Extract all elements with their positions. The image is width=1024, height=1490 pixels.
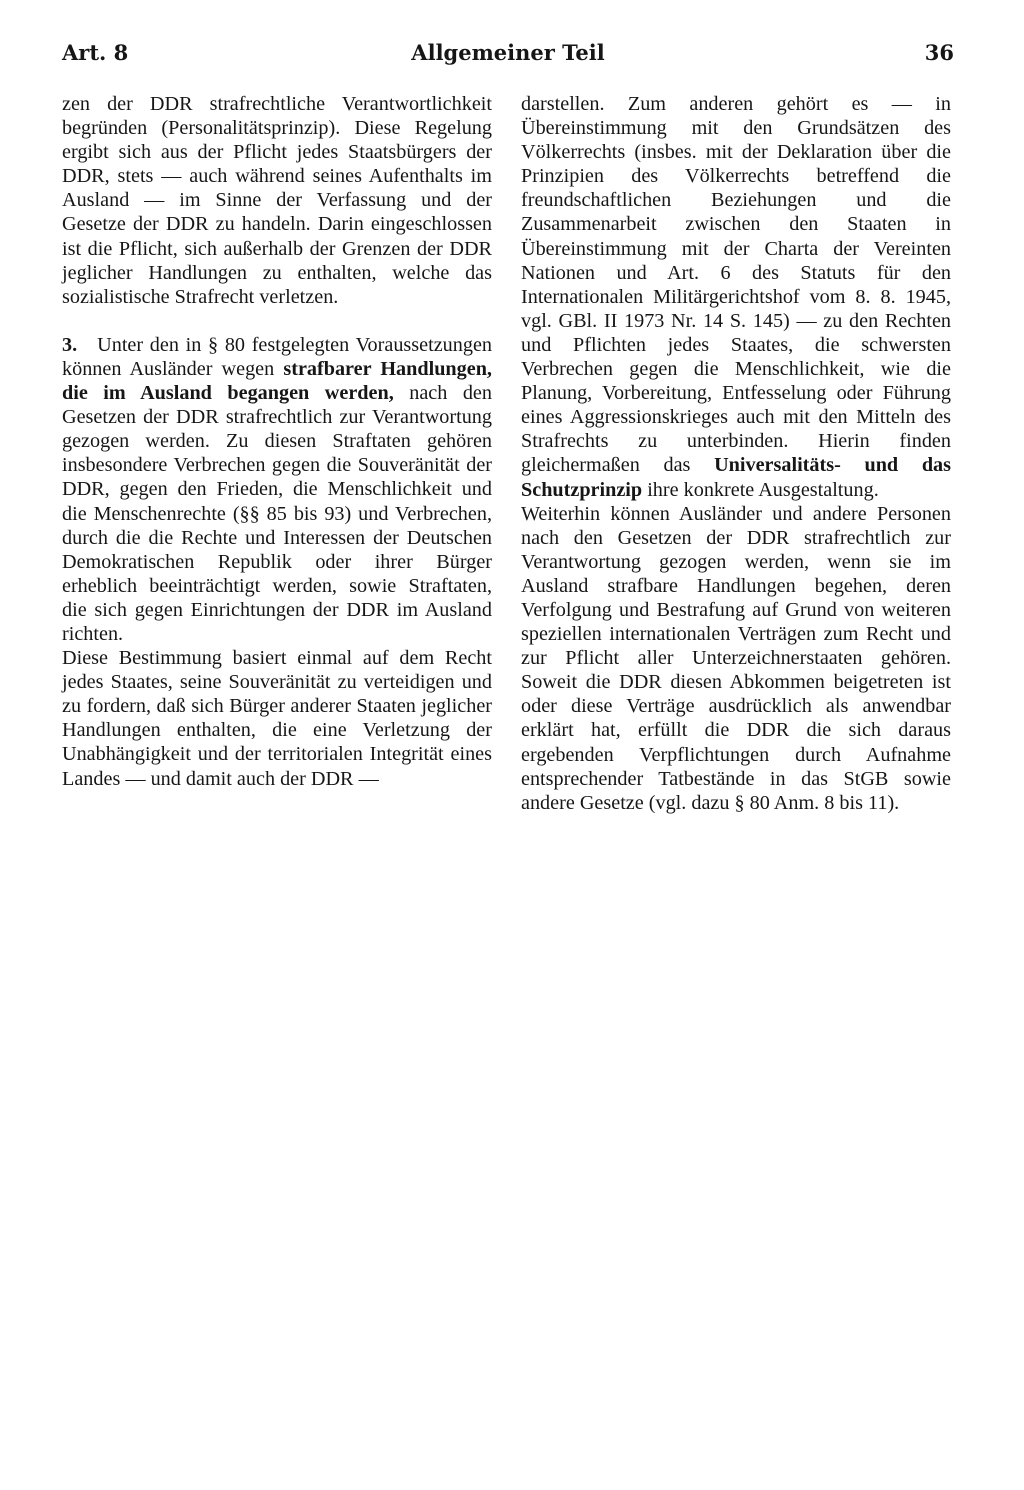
page-number: 36 xyxy=(924,40,954,65)
left-column xyxy=(62,92,492,791)
bold-term: strafbarer Handlungen, die im Ausland begangen werden, xyxy=(62,357,492,405)
page-header xyxy=(62,40,954,80)
paragraph-personality-principle: zen der DDR strafrechtliche Verantwortlichkeit begründen (Personalitätsprinzip). Diese Regelung ergibt sich aus der Pflicht jedes Staatsbürgers der DDR, stets — auch während seines Aufenthalts im Ausland — im Sinne der Verfassung und der Gesetze der DDR zu handeln. Darin eingeschlossen ist die Pflicht, sich außerhalb der Grenzen der DDR jeglicher Handlungen zu enthalten, welche das sozialistische Strafrecht verletzen. xyxy=(62,93,492,308)
paragraph-text: nach den Gesetzen der DDR strafrechtlich zur Verantwortung gezogen werden. Zu diesen Straftaten gehören insbesondere Verbrechen gegen die Souveränität der DDR, gegen den Frieden, die Menschlichkeit und die Menschenrechte (§§ 85 bis 93) und Verbrechen, durch die die Rechte und Interessen der Deutschen Demokratischen Republik oder ihrer Bürger erheblich beeinträchtigt werden, sowie Straftaten, die sich gegen Einrichtungen der DDR im Ausland richten. xyxy=(62,382,492,645)
paragraph-international-treaties: Weiterhin können Ausländer und andere Personen nach den Gesetzen der DDR strafrechtlich zur Verantwortung gezogen werden, wenn sie im Ausland strafbare Handlungen begehen, deren Verfolgung und Bestrafung auf Grund von weiteren speziellen internationalen Verträgen zum Recht und zur Pflicht aller Unterzeichnerstaaten gehören. Soweit die DDR diesen Abkommen beigetreten ist oder diese Verträge ausdrücklich als anwendbar erklärt hat, erfüllt die DDR die sich daraus ergebenden Verpflichtungen durch Aufnahme entsprechender Tatbestände in das StGB sowie andere Gesetze (vgl. dazu § 80 Anm. 8 bis 11). xyxy=(521,502,951,814)
paragraph-3-foreigners xyxy=(62,333,492,646)
section-title: Allgemeiner Teil xyxy=(411,40,605,65)
article-reference: Art. 8 xyxy=(62,40,129,65)
bold-term: Universalitäts- und das Schutzprinzip xyxy=(521,454,951,501)
paragraph-number: 3. xyxy=(62,333,78,356)
right-column xyxy=(521,92,951,815)
paragraph-text: ihre konkrete Ausgestaltung. xyxy=(642,478,879,501)
paragraph-text: Unter den in § 80 festgelegten Voraussetzungen können Ausländer wegen xyxy=(62,333,492,380)
paragraph-text: darstellen. Zum anderen gehört es — in Übereinstimmung mit den Grundsätzen des Völkerrechts (insbes. mit der Deklaration über die Prinzipien des Völkerrechts betreffend die freundschaftlichen Beziehungen und die Zusammenarbeit zwischen den Staaten in Übereinstimmung mit der Charta der Vereinten Nationen und Art. 6 des Statuts für den Internationalen Militärgerichtshof vom 8. 8. 1945, vgl. GBl. II 1973 Nr. 14 S. 145) — zu den Rechten und Pflichten jedes Staates, die schwersten Verbrechen gegen die Menschlichkeit, wie die Planung, Vorbereitung, Entfesselung oder Führung eines Aggressionskrieges auch mit den Mitteln des Strafrechts zu unterbinden. Hierin finden gleichermaßen das xyxy=(521,93,951,477)
paragraph-international-law xyxy=(521,92,951,502)
paragraph-sovereignty: Diese Bestimmung basiert einmal auf dem Recht jedes Staates, seine Souveränität zu verteidigen und zu fordern, daß sich Bürger anderer Staaten jeglicher Handlungen enthalten, die eine Verletzung der Unabhängigkeit und der territorialen Integrität eines Landes — und damit auch der DDR — xyxy=(62,647,492,790)
